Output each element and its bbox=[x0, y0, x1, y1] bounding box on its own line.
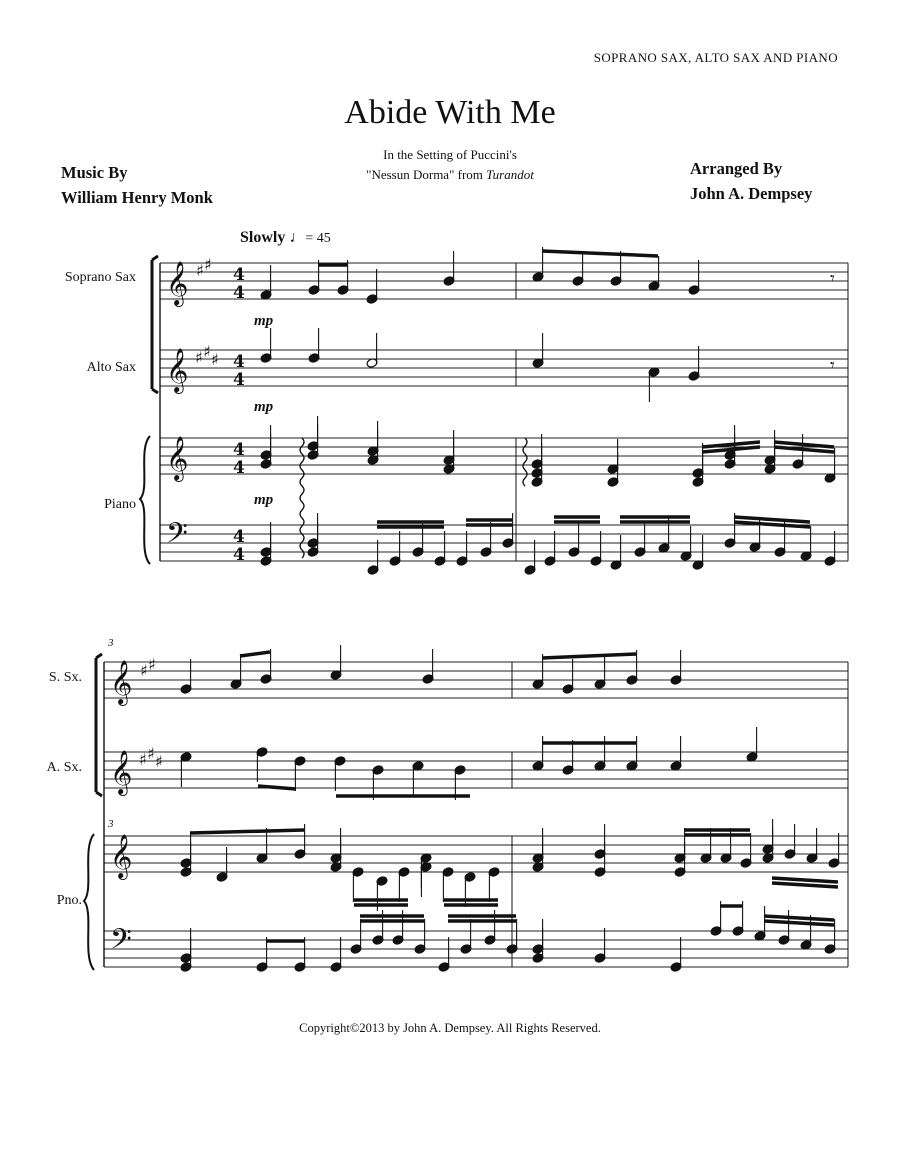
dynamic-mp-alto: mp bbox=[254, 399, 274, 415]
staff-label-soprano-sax: Soprano Sax bbox=[64, 270, 136, 285]
beam bbox=[258, 786, 296, 789]
treble-clef-icon: 𝄞 bbox=[166, 261, 189, 305]
arranger-label: Arranged By bbox=[690, 159, 783, 178]
bass-clef-icon: 𝄢 bbox=[110, 923, 132, 963]
instrumentation-label: SOPRANO SAX, ALTO SAX AND PIANO bbox=[593, 50, 838, 65]
sharp-icon: ♯ bbox=[155, 752, 163, 771]
time-sig-num: 4 bbox=[233, 527, 245, 547]
composer-label: Music By bbox=[61, 163, 128, 182]
arranger-name: John A. Dempsey bbox=[690, 184, 813, 203]
subtitle-line-1: In the Setting of Puccini's bbox=[383, 147, 517, 162]
treble-clef-icon: 𝄞 bbox=[166, 348, 189, 392]
page-title: Abide With Me bbox=[344, 94, 556, 131]
bass-clef-icon: 𝄢 bbox=[166, 517, 188, 557]
treble-clef-icon: 𝄞 bbox=[110, 750, 133, 794]
staff-s2-piano-treble bbox=[104, 836, 848, 872]
staff-label-a-sx: A. Sx. bbox=[46, 760, 82, 775]
subtitle-opera-title: Turandot bbox=[486, 167, 534, 182]
beam bbox=[190, 830, 304, 833]
beam bbox=[542, 654, 636, 658]
beam bbox=[542, 251, 658, 256]
treble-clef-icon: 𝄞 bbox=[110, 834, 133, 878]
quarter-note-icon: ♩ bbox=[289, 229, 306, 246]
sharp-icon: ♯ bbox=[204, 255, 212, 274]
time-sig-num: 4 bbox=[233, 440, 245, 460]
treble-clef-icon: 𝄞 bbox=[110, 660, 133, 704]
eighth-rest-icon: 𝄾 bbox=[830, 268, 835, 289]
subtitle-line-2-prefix: "Nessun Dorma" from bbox=[366, 167, 487, 182]
time-sig-den: 4 bbox=[233, 545, 245, 565]
time-sig-den: 4 bbox=[233, 283, 245, 303]
tempo-bpm: = 45 bbox=[305, 231, 331, 246]
sharp-icon: ♯ bbox=[196, 261, 204, 280]
sharp-icon: ♯ bbox=[211, 350, 219, 369]
sharp-icon: ♯ bbox=[147, 744, 155, 763]
sharp-icon: ♯ bbox=[140, 661, 148, 680]
staff-label-piano: Piano bbox=[104, 497, 136, 512]
staff-s2-alto bbox=[104, 752, 848, 788]
time-sig-den: 4 bbox=[233, 458, 245, 478]
staff-label-s-sx: S. Sx. bbox=[48, 670, 82, 685]
beam bbox=[764, 916, 834, 920]
staff-s2-soprano bbox=[104, 662, 848, 698]
measure-number-piano: 3 bbox=[108, 818, 114, 830]
measure-number-saxes: 3 bbox=[108, 637, 114, 649]
sharp-icon: ♯ bbox=[148, 655, 156, 674]
sax-bracket-2 bbox=[96, 654, 102, 796]
time-sig-num: 4 bbox=[233, 265, 245, 285]
sharp-icon: ♯ bbox=[139, 750, 147, 769]
sharp-icon: ♯ bbox=[195, 348, 203, 367]
eighth-rest-icon: 𝄾 bbox=[830, 355, 835, 376]
staff-label-pno: Pno. bbox=[56, 893, 82, 908]
time-sig-den: 4 bbox=[233, 370, 245, 390]
piano-brace bbox=[140, 436, 150, 564]
beam bbox=[240, 652, 270, 656]
beam bbox=[772, 883, 838, 887]
staff-label-alto-sax: Alto Sax bbox=[86, 360, 136, 375]
treble-clef-icon: 𝄞 bbox=[166, 436, 189, 480]
dynamic-mp-soprano: mp bbox=[254, 313, 274, 329]
composer-name: William Henry Monk bbox=[61, 188, 213, 207]
beam bbox=[772, 878, 838, 882]
tempo-text: Slowly bbox=[240, 229, 286, 246]
time-sig-num: 4 bbox=[233, 352, 245, 372]
staff-s2-piano-bass bbox=[104, 931, 848, 967]
sax-bracket bbox=[152, 256, 158, 393]
beam bbox=[764, 921, 834, 925]
dynamic-mp-piano: mp bbox=[254, 492, 274, 508]
copyright-notice: Copyright©2013 by John A. Dempsey. All Rights Reserved. bbox=[299, 1021, 601, 1035]
piano-brace-2 bbox=[84, 834, 94, 970]
sharp-icon: ♯ bbox=[203, 342, 211, 361]
arpeggio-icon bbox=[523, 438, 527, 486]
